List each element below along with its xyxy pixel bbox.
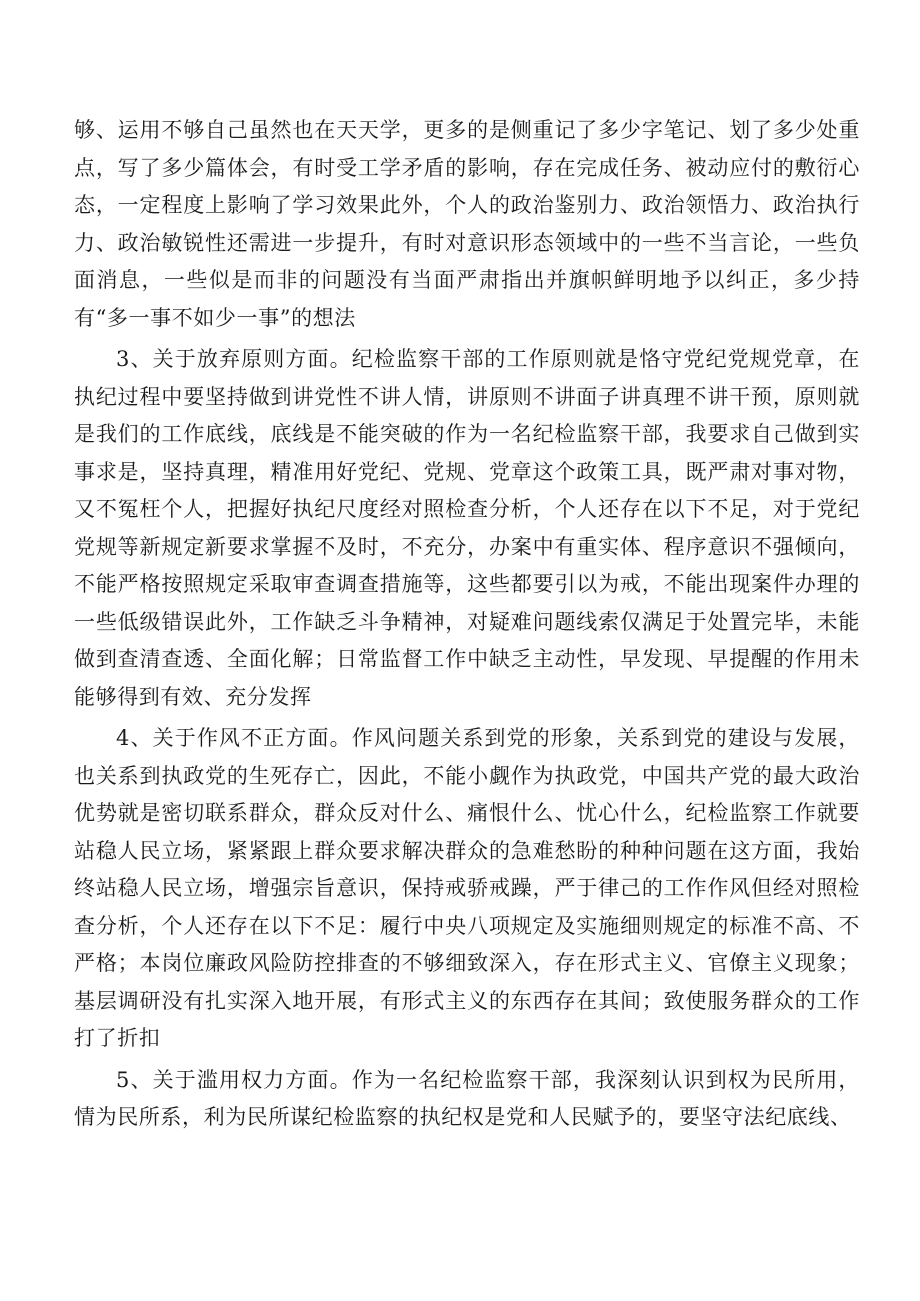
paragraph-power-abuse: 5、关于滥用权力方面。作为一名纪检监察干部，我深刻认识到权为民所用，情为民所系，利为民所谋纪检监察的执纪权是党和人民赋予的，要坚守法纪底线、 [74, 1067, 860, 1129]
paragraph-principle: 3、关于放弃原则方面。纪检监察干部的工作原则就是恪守党纪党规党章，在执纪过程中要坚持做到讲党性不讲人情，讲原则不讲面子讲真理不讲干预，原则就是我们的工作底线，底线是不能突破的作为一名纪检监察干部，我要求自己做到实事求是，坚持真理，精准用好党纪、党规、党章这个政策工具，既严肃对事对物，又不冤枉个人，把握好执纪尺度经对照检查分析，个人还存在以下不足，对于党纪党规等新规定新要求掌握不及时，不充分，办案中有重实体、程序意识不强倾向，不能严格按照规定采取审查调查措施等，这些都要引以为戒，不能出现案件办理的一些低级错误此外，工作缺乏斗争精神，对疑难问题线索仅满足于处置完毕，未能做到查清查透、全面化解；日常监督工作中缺乏主动性，早发现、早提醒的作用未能够得到有效、充分发挥 [74, 347, 860, 709]
document-body [74, 112, 860, 1141]
paragraph-continuation: 够、运用不够自己虽然也在天天学，更多的是侧重记了多少字笔记、划了多少处重点，写了多少篇体会，有时受工学矛盾的影响，存在完成任务、被动应付的敷衍心态，一定程度上影响了学习效果此外，个人的政治鉴别力、政治领悟力、政治执行力、政治敏锐性还需进一步提升，有时对意识形态领域中的一些不当言论，一些负面消息，一些似是而非的问题没有当面严肃指出并旗帜鲜明地予以纠正，多少持有“多一事不如少一事”的想法 [74, 118, 860, 330]
paragraph-work-style: 4、关于作风不正方面。作风问题关系到党的形象，关系到党的建设与发展，也关系到执政党的生死存亡，因此，不能小觑作为执政党，中国共产党的最大政治优势就是密切联系群众，群众反对什么、痛恨什么、忧心什么，纪检监察工作就要站稳人民立场，紧紧跟上群众要求解决群众的急难愁盼的种种问题在这方面，我始终站稳人民立场，增强宗旨意识，保持戒骄戒躁，严于律己的工作作风但经对照检查分析，个人还存在以下不足：履行中央八项规定及实施细则规定的标准不高、不严格；本岗位廉政风险防控排查的不够细致深入，存在形式主义、官僚主义现象；基层调研没有扎实深入地开展，有形式主义的东西存在其间；致使服务群众的工作打了折扣 [74, 726, 860, 1050]
